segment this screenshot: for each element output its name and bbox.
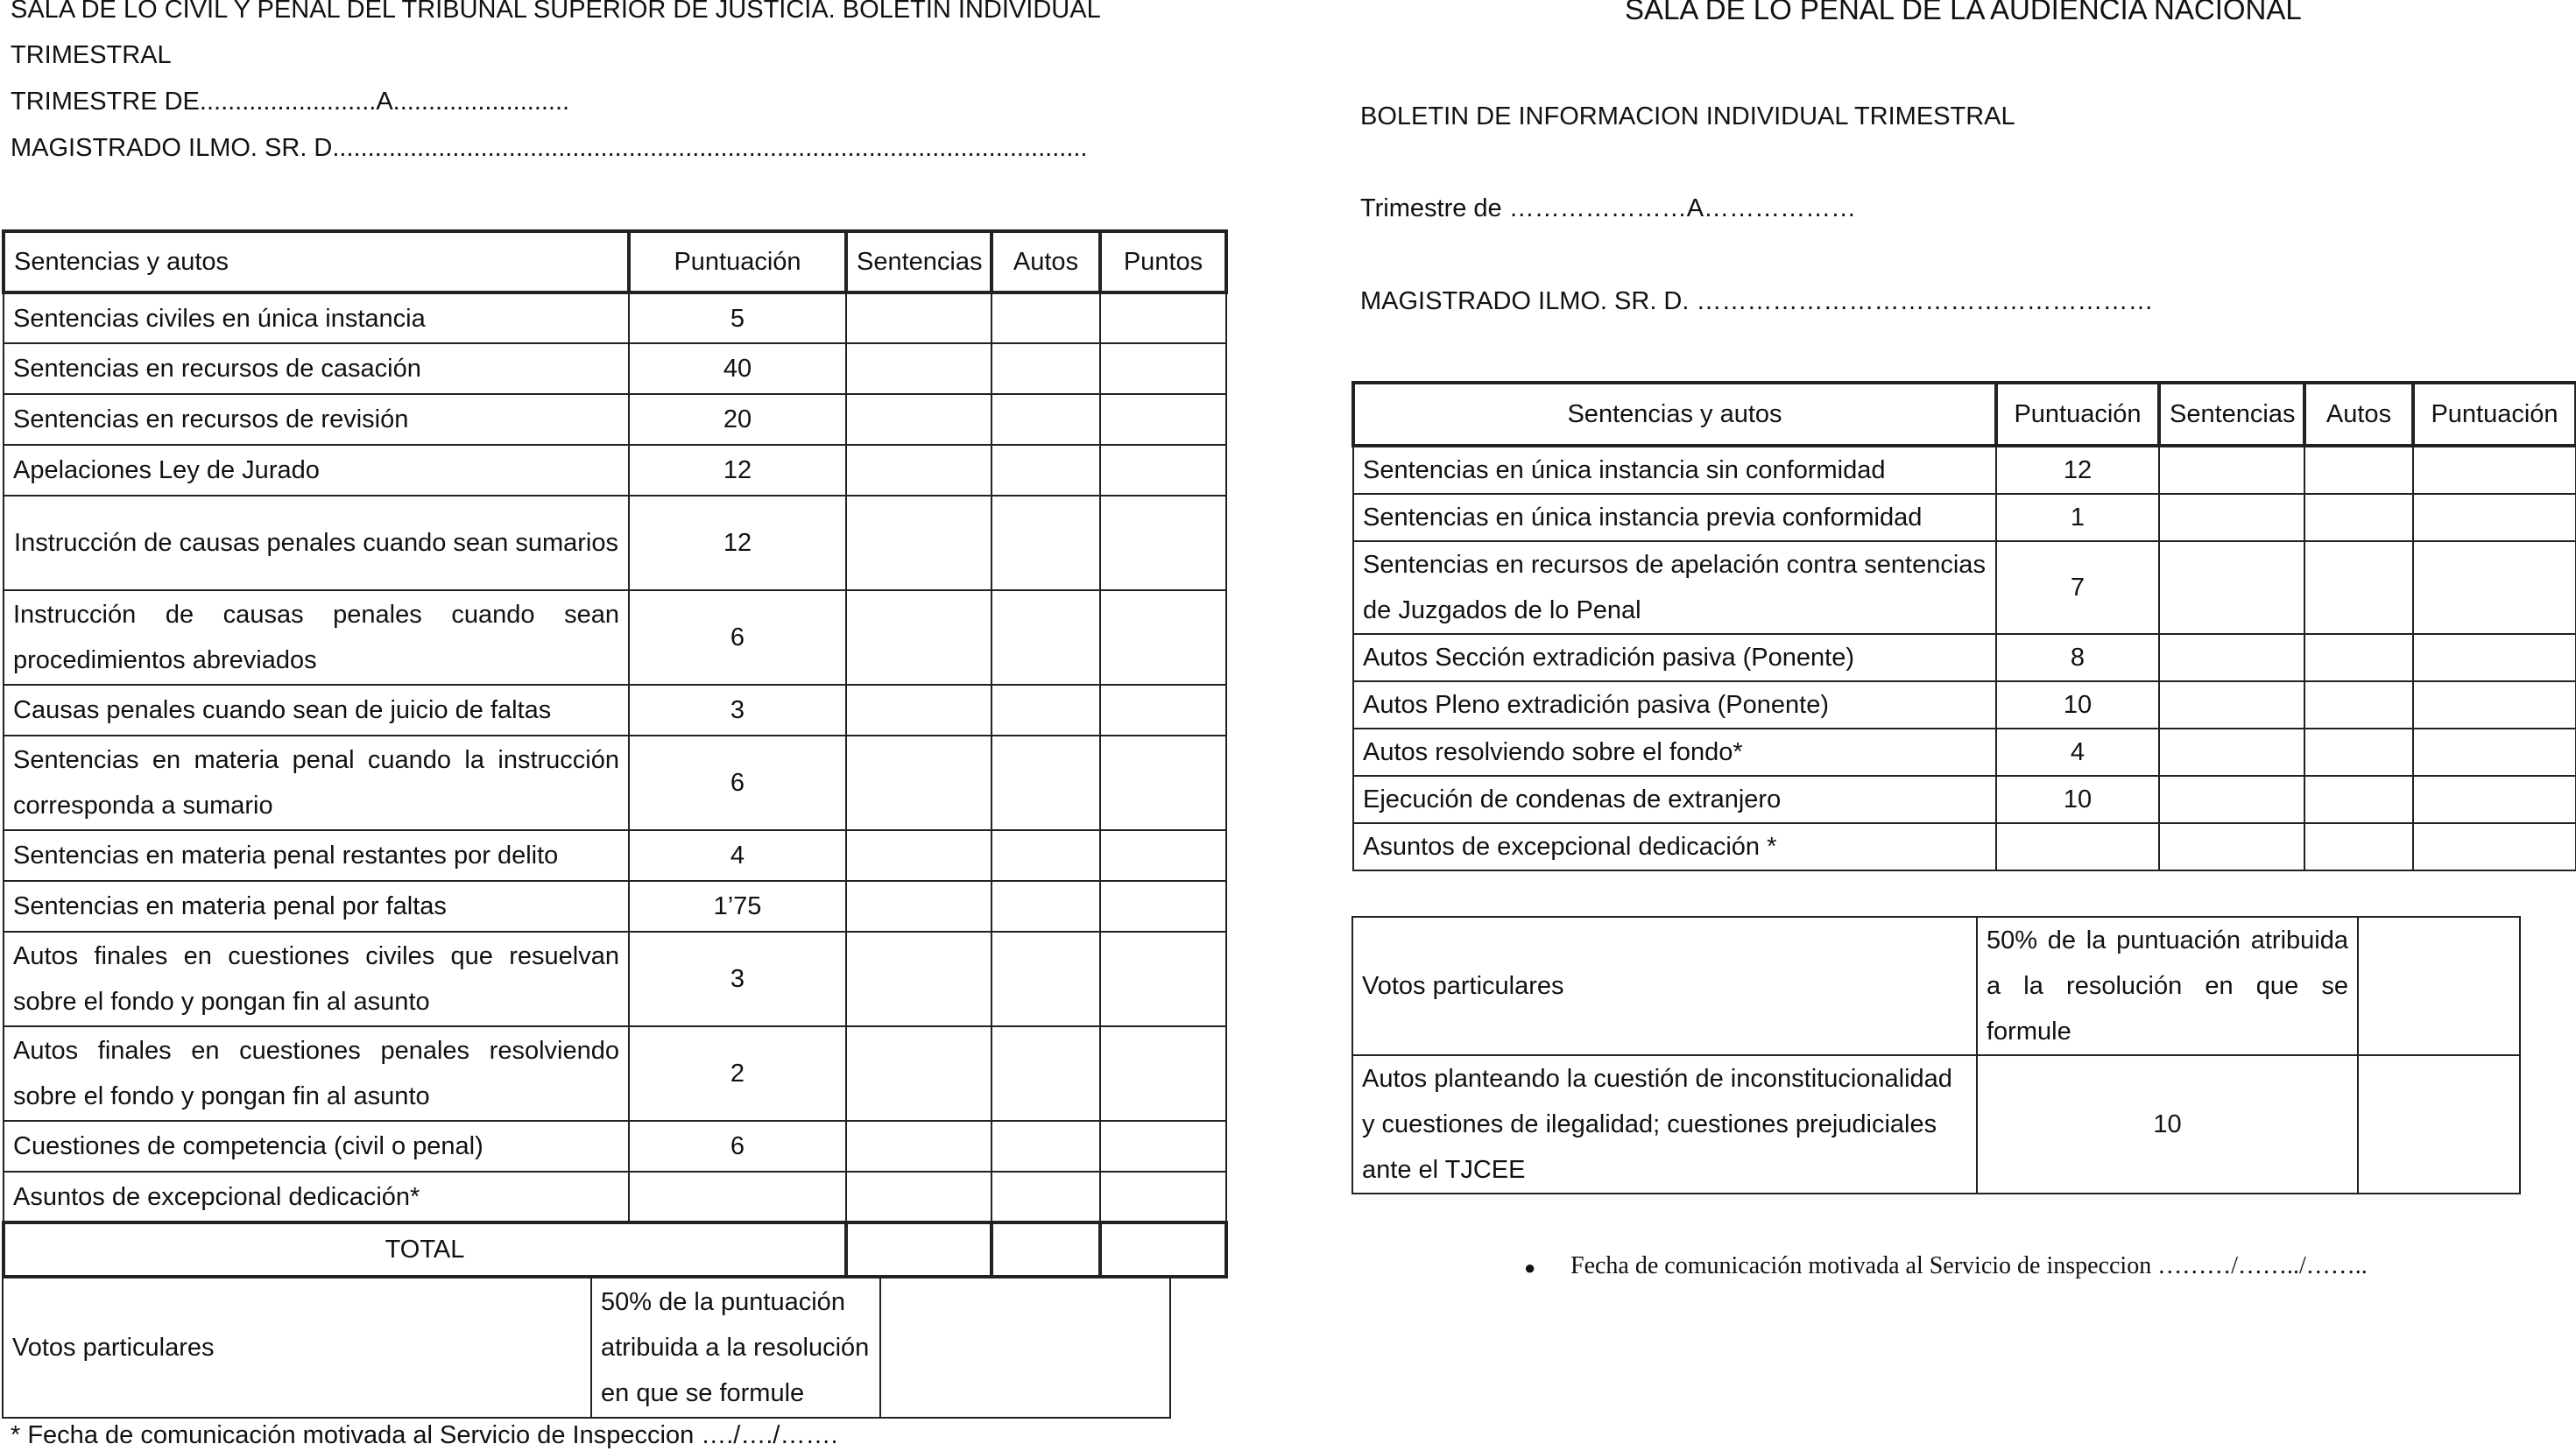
left-row-puntos-cell [1100, 736, 1226, 830]
left-row-score: 6 [629, 1121, 846, 1172]
left-row-score: 6 [629, 590, 846, 685]
left-row-sentencias-cell [846, 394, 992, 445]
left-row-label: Sentencias en recursos de casación [4, 343, 629, 394]
right-row-puntuacion-cell [2413, 823, 2576, 870]
right-row-label: Asuntos de excepcional dedicación * [1353, 823, 1996, 870]
left-row-autos-cell [992, 1172, 1100, 1222]
right-row-autos-cell [2304, 729, 2413, 776]
right-row-label: Ejecución de condenas de extranjero [1353, 776, 1996, 823]
right-row-puntuacion-cell [2413, 446, 2576, 494]
left-row-label: Autos finales en cuestiones penales resolviendo sobre el fondo y pongan fin al asunto [4, 1026, 629, 1121]
right-row-sentencias-cell [2159, 541, 2304, 634]
left-row-label: Causas penales cuando sean de juicio de faltas [4, 685, 629, 736]
left-row-autos-cell [992, 1026, 1100, 1121]
left-row-sentencias-cell [846, 445, 992, 496]
left-row-score: 3 [629, 932, 846, 1026]
left-row-label: Sentencias civiles en única instancia [4, 292, 629, 343]
left-row-autos-cell [992, 394, 1100, 445]
right-row-score [1996, 823, 2159, 870]
right-row-puntuacion-cell [2413, 729, 2576, 776]
left-row-autos-cell [992, 292, 1100, 343]
right-row-autos-cell [2304, 681, 2413, 729]
right-autos-planteando-label: Autos planteando la cuestión de inconstitucionalidad y cuestiones de ilegalidad; cuestiones prejudiciales ante el TJCEE [1352, 1055, 1977, 1194]
right-header-sentencias: Sentencias [2159, 383, 2304, 446]
left-row-autos-cell [992, 1121, 1100, 1172]
left-row-sentencias-cell [846, 932, 992, 1026]
left-row-puntos-cell [1100, 881, 1226, 932]
left-row-sentencias-cell [846, 496, 992, 590]
right-votos-empty-cell [2358, 917, 2520, 1055]
left-row-puntos-cell [1100, 394, 1226, 445]
left-row-label: Sentencias en recursos de revisión [4, 394, 629, 445]
left-row-sentencias-cell [846, 830, 992, 881]
left-row-score: 1’75 [629, 881, 846, 932]
left-row-score: 40 [629, 343, 846, 394]
right-row-sentencias-cell [2159, 634, 2304, 681]
right-header-sentencias-y-autos: Sentencias y autos [1353, 383, 1996, 446]
right-row-sentencias-cell [2159, 776, 2304, 823]
left-score-table [2, 229, 1228, 1278]
left-row-score: 20 [629, 394, 846, 445]
left-votos-value: 50% de la puntuación atribuida a la resolución en que se formule [591, 1278, 880, 1418]
left-total-sentencias-cell [846, 1222, 992, 1277]
left-row-score: 4 [629, 830, 846, 881]
right-votos-value: 50% de la puntuación atribuida a la resolución en que se formule [1977, 917, 2358, 1055]
left-row-puntos-cell [1100, 445, 1226, 496]
left-row-label: Sentencias en materia penal por faltas [4, 881, 629, 932]
left-row-score [629, 1172, 846, 1222]
right-autos-planteando-value: 10 [1977, 1055, 2358, 1194]
left-row-sentencias-cell [846, 736, 992, 830]
left-row-puntos-cell [1100, 1026, 1226, 1121]
left-row-sentencias-cell [846, 685, 992, 736]
right-row-autos-cell [2304, 634, 2413, 681]
right-row-autos-cell [2304, 776, 2413, 823]
left-total-puntos-cell [1100, 1222, 1226, 1277]
left-votos-table [2, 1277, 1171, 1419]
left-total-autos-cell [992, 1222, 1100, 1277]
left-header-puntos: Puntos [1100, 231, 1226, 292]
left-row-puntos-cell [1100, 292, 1226, 343]
left-magistrado-line: MAGISTRADO ILMO. SR. D........................................................................................................... [11, 134, 1088, 162]
left-header-sentencias-y-autos: Sentencias y autos [4, 231, 629, 292]
left-row-puntos-cell [1100, 1172, 1226, 1222]
left-row-autos-cell [992, 445, 1100, 496]
right-autos-planteando-empty-cell [2358, 1055, 2520, 1194]
right-row-label: Autos resolviendo sobre el fondo* [1353, 729, 1996, 776]
right-row-autos-cell [2304, 446, 2413, 494]
left-row-score: 6 [629, 736, 846, 830]
right-score-table [1352, 381, 2576, 871]
right-row-label: Autos Pleno extradición pasiva (Ponente) [1353, 681, 1996, 729]
right-trimestre-line: Trimestre de …………………A……………… [1360, 194, 1857, 222]
left-row-label: Sentencias en materia penal cuando la instrucción corresponda a sumario [4, 736, 629, 830]
left-row-puntos-cell [1100, 590, 1226, 685]
left-total-label: TOTAL [4, 1222, 846, 1277]
left-row-score: 12 [629, 496, 846, 590]
right-votos-table [1352, 916, 2521, 1194]
left-row-puntos-cell [1100, 496, 1226, 590]
left-row-label: Sentencias en materia penal restantes por delito [4, 830, 629, 881]
right-boletin-line: BOLETIN DE INFORMACION INDIVIDUAL TRIMESTRAL [1360, 102, 2015, 130]
right-fecha-line: Fecha de comunicación motivada al Servicio de inspeccion ………/……../…….. [1570, 1252, 2368, 1279]
left-row-sentencias-cell [846, 1026, 992, 1121]
right-row-score: 10 [1996, 681, 2159, 729]
left-header-sentencias: Sentencias [846, 231, 992, 292]
left-row-puntos-cell [1100, 343, 1226, 394]
right-row-puntuacion-cell [2413, 541, 2576, 634]
left-row-sentencias-cell [846, 292, 992, 343]
right-heading: SALA DE LO PENAL DE LA AUDIENCIA NACIONAL [1625, 0, 2302, 25]
right-row-puntuacion-cell [2413, 681, 2576, 729]
left-row-puntos-cell [1100, 685, 1226, 736]
left-row-label: Instrucción de causas penales cuando sean sumarios [4, 496, 629, 590]
left-row-autos-cell [992, 685, 1100, 736]
left-votos-empty-cell [880, 1278, 1170, 1418]
left-row-sentencias-cell [846, 1172, 992, 1222]
right-row-label: Sentencias en única instancia previa conformidad [1353, 494, 1996, 541]
right-row-autos-cell [2304, 494, 2413, 541]
right-row-sentencias-cell [2159, 729, 2304, 776]
left-row-puntos-cell [1100, 1121, 1226, 1172]
right-row-sentencias-cell [2159, 823, 2304, 870]
left-row-score: 12 [629, 445, 846, 496]
left-row-autos-cell [992, 343, 1100, 394]
right-row-score: 1 [1996, 494, 2159, 541]
right-header-autos: Autos [2304, 383, 2413, 446]
left-heading-line1: SALA DE LO CIVIL Y PENAL DEL TRIBUNAL SUPERIOR DE JUSTICIA. BOLETIN INDIVIDUAL [11, 0, 1101, 24]
left-row-score: 3 [629, 685, 846, 736]
right-row-score: 4 [1996, 729, 2159, 776]
right-row-puntuacion-cell [2413, 634, 2576, 681]
right-row-sentencias-cell [2159, 494, 2304, 541]
left-row-autos-cell [992, 590, 1100, 685]
left-row-label: Apelaciones Ley de Jurado [4, 445, 629, 496]
left-heading-line2: TRIMESTRAL [11, 41, 172, 69]
right-votos-label: Votos particulares [1352, 917, 1977, 1055]
right-header-puntuacion-total: Puntuación [2413, 383, 2576, 446]
left-votos-label: Votos particulares [3, 1278, 591, 1418]
left-row-puntos-cell [1100, 932, 1226, 1026]
left-row-score: 2 [629, 1026, 846, 1121]
left-row-autos-cell [992, 736, 1100, 830]
right-row-autos-cell [2304, 541, 2413, 634]
left-row-autos-cell [992, 932, 1100, 1026]
right-row-autos-cell [2304, 823, 2413, 870]
right-magistrado-line: MAGISTRADO ILMO. SR. D. ……………………………………………… [1360, 287, 2154, 315]
right-row-label: Sentencias en recursos de apelación contra sentencias de Juzgados de lo Penal [1353, 541, 1996, 634]
left-row-sentencias-cell [846, 881, 992, 932]
left-header-puntuacion: Puntuación [629, 231, 846, 292]
right-row-sentencias-cell [2159, 681, 2304, 729]
left-header-autos: Autos [992, 231, 1100, 292]
bullet-dot-icon: ● [1524, 1257, 1536, 1278]
right-row-puntuacion-cell [2413, 776, 2576, 823]
right-row-score: 12 [1996, 446, 2159, 494]
right-row-score: 10 [1996, 776, 2159, 823]
right-row-label: Autos Sección extradición pasiva (Ponente) [1353, 634, 1996, 681]
left-row-puntos-cell [1100, 830, 1226, 881]
left-row-autos-cell [992, 496, 1100, 590]
left-row-autos-cell [992, 881, 1100, 932]
left-row-label: Instrucción de causas penales cuando sean procedimientos abreviados [4, 590, 629, 685]
left-row-label: Asuntos de excepcional dedicación* [4, 1172, 629, 1222]
left-row-sentencias-cell [846, 1121, 992, 1172]
right-row-puntuacion-cell [2413, 494, 2576, 541]
right-row-sentencias-cell [2159, 446, 2304, 494]
left-row-label: Autos finales en cuestiones civiles que resuelvan sobre el fondo y pongan fin al asunto [4, 932, 629, 1026]
left-row-sentencias-cell [846, 343, 992, 394]
left-row-label: Cuestiones de competencia (civil o penal) [4, 1121, 629, 1172]
left-trimestre-line: TRIMESTRE DE.........................A......................... [11, 88, 570, 116]
right-row-score: 7 [1996, 541, 2159, 634]
right-header-puntuacion: Puntuación [1996, 383, 2159, 446]
left-footnote: * Fecha de comunicación motivada al Servicio de Inspeccion …./…./……. [11, 1421, 838, 1449]
right-row-label: Sentencias en única instancia sin conformidad [1353, 446, 1996, 494]
left-row-autos-cell [992, 830, 1100, 881]
left-row-sentencias-cell [846, 590, 992, 685]
right-row-score: 8 [1996, 634, 2159, 681]
left-row-score: 5 [629, 292, 846, 343]
